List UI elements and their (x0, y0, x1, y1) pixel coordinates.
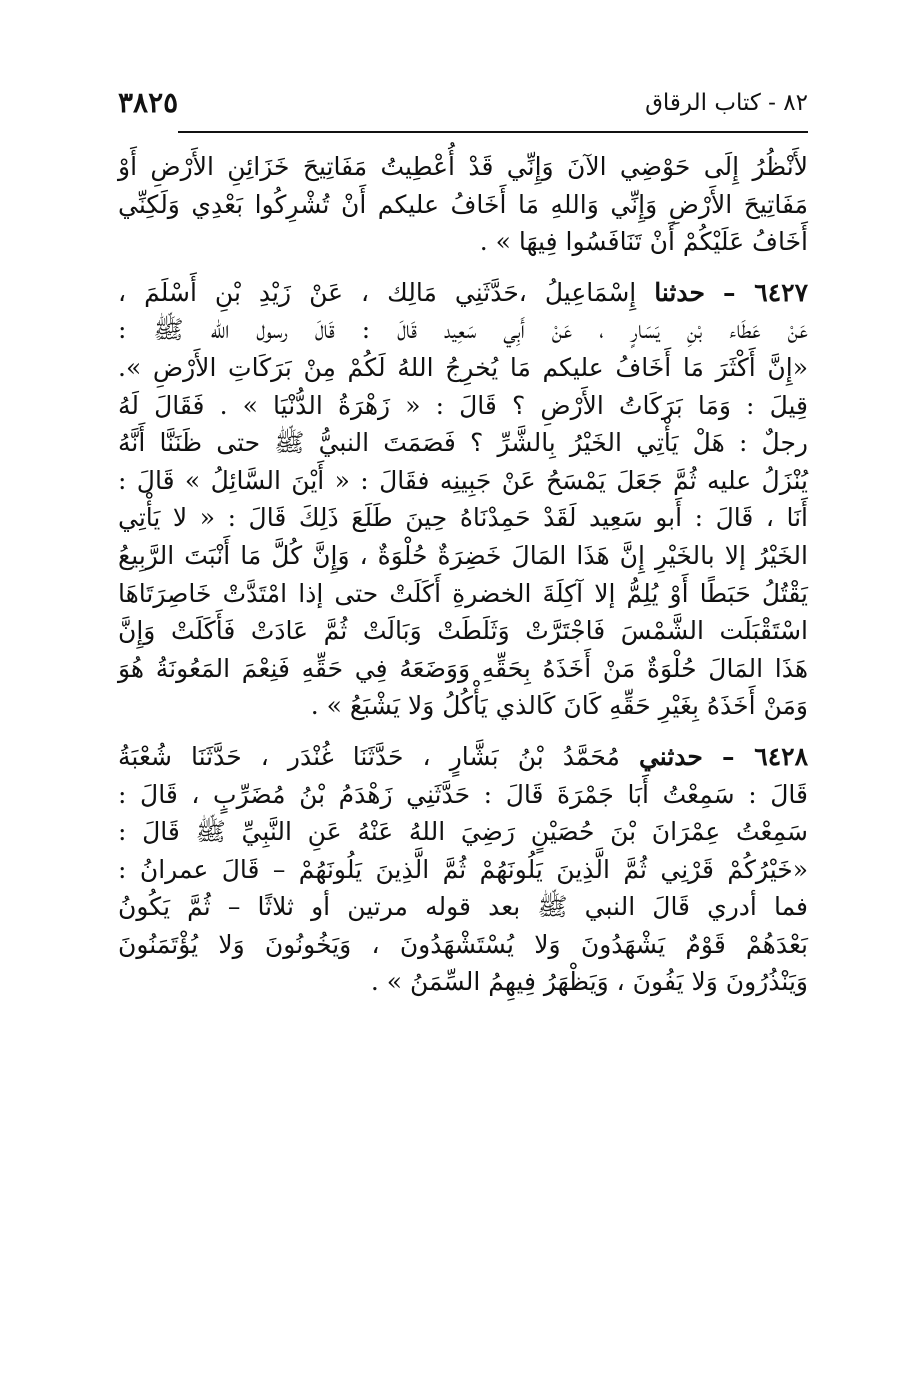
text-line: وَمَنْ أَخَذَهُ بِغَيْرِ حَقِّهِ كَانَ كَالذي يَأْكُلُ وَلا يَشْبَعُ » . (310, 691, 808, 721)
text-line: لأَنْظُرُ إِلَى حَوْضِي الآنَ وَإِنِّي قَدْ أُعْطِيتُ مَفَاتِيحَ خَزَائِنِ الأَرْضِ أَوْ (118, 152, 808, 181)
text-line: الخَيْرُ إلا بالخَيْرِ إِنَّ هَذَا المَالَ خَضِرَةٌ حُلْوَةٌ ، وَإِنَّ كُلَّ مَا أَنْبَتَ الرَّبِيعُ (118, 540, 808, 570)
text-line: رجلٌ : هَلْ يَأْتِي الخَيْرُ بِالشَّرِّ ؟ فَصَمَتَ النبيُّ ﷺ حتى ظَنَنَّا أَنَّهُ (118, 428, 808, 458)
text-line: يُنْزَلُ عليه ثُمَّ جَعَلَ يَمْسَحُ عَنْ جَبِينِه فقَالَ : « أَيْنَ السَّائِلُ » قَالَ : (118, 465, 808, 495)
page-header (118, 84, 808, 130)
hadith-first-line-text: إِسْمَاعِيلُ ،حَدَّثَنِي مَالِك ، عَنْ زَيْدِ بْنِ أَسْلَمَ ، (118, 277, 637, 307)
hadith-first-line-text: مُحَمَّدُ بْنُ بَشَّارٍ ، حَدَّثَنَا غُنْدَر ، حَدَّثَنَا شُعْبَةُ (118, 741, 620, 771)
text-line: أَنَا ، قَالَ : أَبو سَعِيد لَقَدْ حَمِدْنَاهُ حِينَ طَلَعَ ذَلِكَ قَالَ : « لا يَأْتِي (118, 503, 808, 533)
text-line: سَمِعْتُ عِمْرَانَ بْنَ حُصَيْنٍ رَضِيَ اللهُ عَنْهُ عَنِ النَّبِيِّ ﷺ قَالَ : (118, 817, 808, 847)
header-rule (178, 131, 808, 133)
hadith-number: ٦٤٢٧ – (723, 277, 808, 307)
hadith-heading: حدثنا (654, 277, 705, 307)
text-line: هَذَا المَالَ حُلْوَةٌ مَنْ أَخَذَهُ بِحَقِّهِ وَوَضَعَهُ فِي حَقِّهِ فَنِعْمَ المَعُونَةُ هُوَ (118, 653, 808, 683)
text-line: اسْتَقْبَلَت الشَّمْسَ فَاجْتَرَّتْ وَثَلَطَتْ وَبَالَتْ ثُمَّ عَادَتْ فَأَكَلَتْ وَإِنَّ (118, 616, 808, 646)
page-number: ٣٨٢٥ (118, 86, 179, 119)
paragraph-continuation (118, 148, 808, 261)
hadith-first-line (118, 274, 808, 312)
text-line: «إِنَّ أَكْثَرَ مَا أَخَافُ عليكم مَا يُخرِجُ اللهُ لَكُمْ مِنْ بَرَكَاتِ الأَرْضِ ». (118, 352, 808, 382)
text-line: مَفَاتِيحَ الأَرْضِ وَإِنِّي وَاللهِ مَا أَخَافُ عليكم أَنْ تُشْرِكُوا بَعْدِي وَلَكِنِّي (118, 189, 808, 219)
hadith-first-line (118, 738, 808, 776)
text-line: قِيلَ : وَمَا بَرَكَاتُ الأَرْضِ ؟ قَالَ : « زَهْرَةُ الدُّنْيَا » . فَقَالَ لَهُ (118, 390, 808, 420)
hadith-6427 (118, 274, 808, 725)
text-line: «خَيْرُكُمْ قَرْنِي ثُمَّ الَّذِينَ يَلُونَهُمْ ثُمَّ الَّذِينَ يَلُونَهُمْ – قَالَ عمرانُ : (118, 854, 808, 884)
text-line: يَقْتُلُ حَبَطًا أَوْ يُلِمُّ إلا آكِلَةَ الخضرةِ أَكَلَتْ حتى إذا امْتَدَّتْ خَاصِرَتَاهَا (118, 578, 808, 608)
text-line: عَنْ عَطَاء بْنِ يَسَارٍ ، عَنْ أَبِي سَعِيد قَالَ : قَالَ رسول الله ﷺ : (118, 315, 808, 345)
text-line: بَعْدَهُمْ قَوْمٌ يَشْهَدُونَ وَلا يُسْتَشْهَدُونَ ، وَيَخُونُونَ وَلا يُؤْتَمَنُونَ (118, 929, 808, 959)
text-line: وَيَنْذُرُونَ وَلا يَفُونَ ، وَيَظْهَرُ فِيهِمُ السِّمَنُ » . (370, 967, 808, 997)
hadith-number: ٦٤٢٨ – (721, 741, 808, 771)
text-line: قَالَ : سَمِعْتُ أَبَا جَمْرَةَ قَالَ : حَدَّثَنِي زَهْدَمُ بْنُ مُضَرِّبٍ ، قَالَ : (118, 779, 808, 809)
text-line: أَخَافُ عَلَيْكُمْ أَنْ تَنَافَسُوا فِيهَا » . (479, 227, 808, 257)
page-body (118, 148, 808, 1001)
text-line: فما أدري قَالَ النبي ﷺ بعد قوله مرتين أو ثلاثًا – ثُمَّ يَكُونُ (118, 892, 808, 922)
book-page (118, 84, 808, 1001)
hadith-heading: حدثني (638, 741, 703, 771)
chapter-title: ٨٢ - كتاب الرقاق (645, 90, 808, 116)
hadith-6428 (118, 738, 808, 1001)
